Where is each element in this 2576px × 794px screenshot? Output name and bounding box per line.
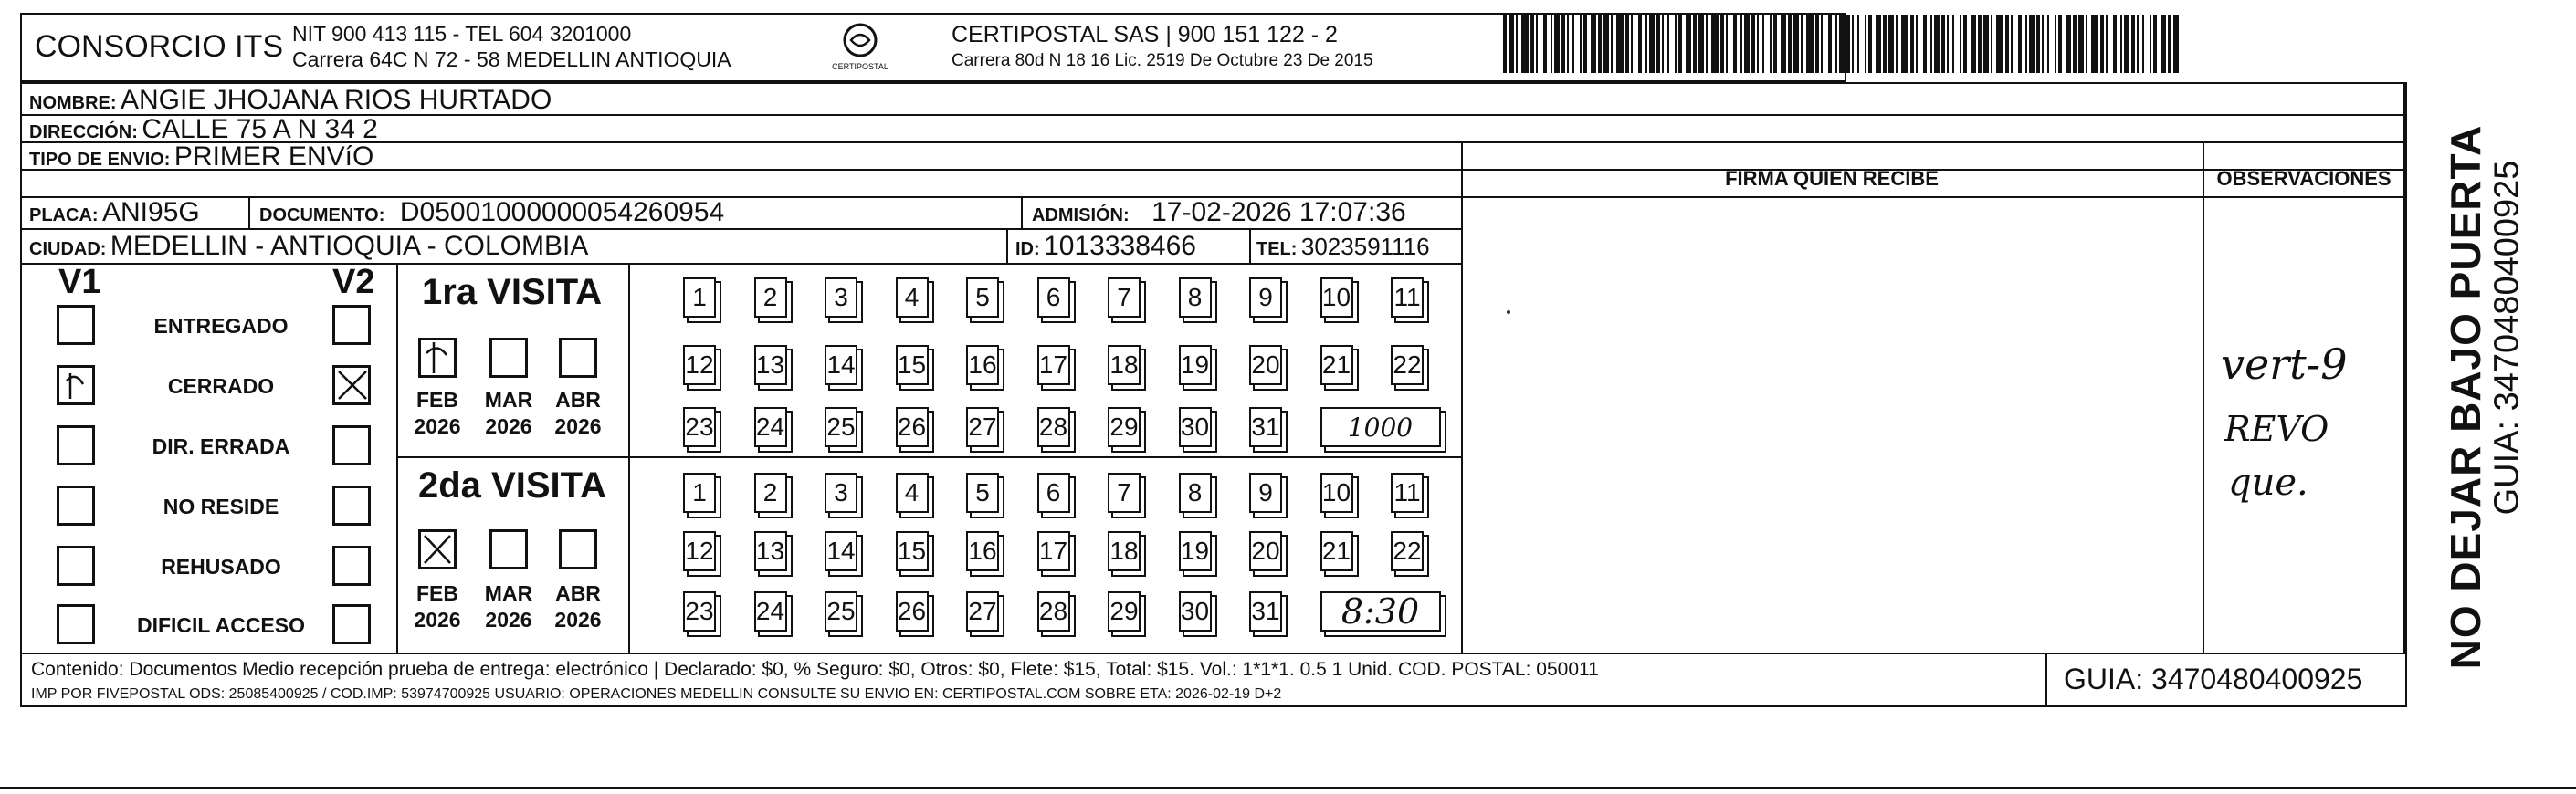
day-box[interactable]: 14 — [825, 531, 857, 571]
day-box[interactable]: 2 — [754, 473, 787, 513]
ciudad-row — [29, 231, 588, 262]
visit-divider — [396, 456, 1463, 458]
status-reason-label: REHUSADO — [161, 555, 281, 579]
id-row — [1015, 231, 1196, 262]
status-reason-label: CERRADO — [167, 374, 275, 398]
day-box[interactable]: 16 — [966, 531, 999, 571]
day-box[interactable]: 12 — [683, 531, 716, 571]
tel-value: 3023591116 — [1300, 233, 1430, 260]
time-box[interactable] — [1320, 407, 1441, 447]
tipo-row — [29, 141, 373, 172]
month-name: ABR — [555, 388, 601, 412]
day-box[interactable]: 24 — [754, 591, 787, 632]
row-line — [20, 653, 2407, 654]
ciudad-value: MEDELLIN - ANTIOQUIA - COLOMBIA — [110, 231, 589, 261]
v1-label: V1 — [58, 263, 101, 301]
status-reason-label: NO RESIDE — [163, 495, 279, 518]
visit2-title: 2da VISITA — [418, 465, 606, 506]
day-box[interactable]: 27 — [966, 591, 999, 632]
day-box[interactable]: 23 — [683, 591, 716, 632]
nombre-row — [29, 85, 552, 116]
footer-divider — [2045, 653, 2047, 707]
day-box[interactable]: 20 — [1249, 531, 1282, 571]
observation-note-1: vert-9 — [2221, 340, 2348, 389]
admision-value: 17-02-2026 17:07:36 — [1151, 197, 1406, 227]
day-box[interactable]: 19 — [1179, 531, 1212, 571]
visit1-title: 1ra VISITA — [422, 272, 603, 312]
courier-line1: CERTIPOSTAL SAS | 900 151 122 - 2 — [952, 22, 1338, 47]
day-box[interactable]: 26 — [896, 591, 929, 632]
v2-label: V2 — [332, 263, 375, 301]
month-label — [408, 580, 467, 633]
v2-checkbox[interactable] — [332, 546, 371, 586]
month-label — [479, 387, 538, 440]
day-box[interactable]: 3 — [825, 473, 857, 513]
month-name: ABR — [555, 581, 601, 605]
placa-label: PLACA: — [29, 205, 99, 225]
status-reason-label: ENTREGADO — [153, 314, 289, 338]
observaciones-header: OBSERVACIONES — [2216, 167, 2392, 190]
day-box[interactable]: 20 — [1249, 345, 1282, 385]
day-box[interactable]: 8 — [1179, 473, 1212, 513]
month-name: FEB — [416, 388, 458, 412]
day-box[interactable]: 30 — [1179, 591, 1212, 632]
day-box[interactable]: 21 — [1320, 531, 1353, 571]
day-box[interactable]: 27 — [966, 407, 999, 447]
tipo-value: PRIMER ENVíO — [173, 141, 374, 172]
month-label — [549, 387, 607, 440]
firma-left-divider — [1461, 141, 1463, 653]
day-box[interactable]: 22 — [1391, 531, 1424, 571]
month-checkbox[interactable] — [418, 529, 457, 569]
courier-line2: Carrera 80d N 18 16 Lic. 2519 De Octubre 23 De 2015 — [952, 51, 1373, 70]
month-checkbox[interactable] — [418, 338, 457, 378]
footer-guia: GUIA: 3470480400925 — [2064, 663, 2363, 695]
day-box[interactable]: 13 — [754, 345, 787, 385]
nombre-label: NOMBRE: — [29, 93, 117, 113]
admision-label: ADMISIÓN: — [1032, 205, 1130, 225]
day-box[interactable]: 11 — [1391, 277, 1424, 318]
certipostal-logo — [831, 20, 889, 73]
day-box[interactable]: 4 — [896, 473, 929, 513]
obs-left-divider — [2203, 141, 2204, 653]
day-box[interactable]: 14 — [825, 345, 857, 385]
month-checkbox[interactable] — [489, 529, 528, 569]
month-year: 2026 — [554, 608, 602, 632]
direccion-value: CALLE 75 A N 34 2 — [142, 114, 378, 144]
admision-row — [1032, 197, 1406, 228]
direccion-row — [29, 114, 378, 145]
sender-line2: Carrera 64C N 72 - 58 MEDELLIN ANTIOQUIA — [292, 47, 731, 71]
documento-label: DOCUMENTO: — [259, 205, 385, 225]
day-box[interactable]: 17 — [1037, 345, 1070, 385]
v2-checkbox[interactable] — [332, 365, 371, 405]
day-box[interactable]: 25 — [825, 591, 857, 632]
handwritten-time: 8:30 — [1341, 591, 1420, 632]
day-box[interactable]: 31 — [1249, 407, 1282, 447]
day-box[interactable]: 12 — [683, 345, 716, 385]
admision-divider — [1021, 196, 1023, 228]
day-box[interactable]: 26 — [896, 407, 929, 447]
day-box[interactable]: 2 — [754, 277, 787, 318]
day-box[interactable]: 7 — [1108, 277, 1141, 318]
side-title: NO DEJAR BAJO PUERTA — [2442, 124, 2489, 670]
v2-checkbox[interactable] — [332, 425, 371, 465]
month-year: 2026 — [414, 608, 461, 632]
month-year: 2026 — [485, 608, 532, 632]
day-box[interactable]: 5 — [966, 473, 999, 513]
day-box[interactable]: 1 — [683, 473, 716, 513]
day-box[interactable]: 8 — [1179, 277, 1212, 318]
day-box[interactable]: 25 — [825, 407, 857, 447]
month-year: 2026 — [414, 414, 461, 438]
month-year: 2026 — [554, 414, 602, 438]
time-box[interactable] — [1320, 591, 1441, 632]
day-box[interactable]: 10 — [1320, 473, 1353, 513]
tel-label: TEL: — [1256, 239, 1298, 259]
day-box[interactable]: 6 — [1037, 473, 1070, 513]
day-box[interactable]: 18 — [1108, 531, 1141, 571]
footer-line1: Contenido: Documentos Medio recepción prueba de entrega: electrónico | Declarado: $0, % Seguro: $0, Otros: $0, Flete: $15, Total: $15. Vol.: 1*1*1. 0.5 1 Unid. COD. POSTAL: 050011 — [31, 659, 1599, 680]
id-value: 1013338466 — [1044, 231, 1196, 261]
month-label — [549, 580, 607, 633]
day-box[interactable]: 9 — [1249, 473, 1282, 513]
v2-checkbox[interactable] — [332, 604, 371, 644]
day-box[interactable]: 7 — [1108, 473, 1141, 513]
day-box[interactable]: 3 — [825, 277, 857, 318]
signature-mark — [1507, 310, 1510, 314]
page-bottom-line — [0, 787, 2576, 789]
day-box[interactable]: 11 — [1391, 473, 1424, 513]
day-box[interactable]: 15 — [896, 531, 929, 571]
day-box[interactable]: 17 — [1037, 531, 1070, 571]
day-box[interactable]: 18 — [1108, 345, 1141, 385]
day-box[interactable]: 30 — [1179, 407, 1212, 447]
tipo-label: TIPO DE ENVIO: — [29, 150, 171, 170]
id-label: ID: — [1015, 239, 1040, 259]
v2-checkbox[interactable] — [332, 486, 371, 526]
status-reason-label: DIFICIL ACCESO — [136, 613, 305, 637]
month-label — [408, 387, 467, 440]
x-mark-icon — [335, 368, 368, 402]
day-box[interactable]: 28 — [1037, 407, 1070, 447]
row-line — [20, 228, 1463, 230]
documento-row — [259, 197, 724, 228]
day-box[interactable]: 1 — [683, 277, 716, 318]
sender-line1: NIT 900 413 115 - TEL 604 3201000 — [292, 22, 632, 46]
footer-line2: IMP POR FIVEPOSTAL ODS: 25085400925 / COD.IMP: 53974700925 USUARIO: OPERACIONES MEDELLIN CONSULTE SU ENVIO EN: CERTIPOSTAL.COM SOBRE ETA: 2026-02-19 D+2 — [31, 686, 1282, 702]
tel-divider — [1249, 228, 1251, 263]
day-box[interactable]: 15 — [896, 345, 929, 385]
check-mark-icon — [421, 340, 454, 375]
firma-header: FIRMA QUIEN RECIBE — [1725, 167, 1939, 190]
month-checkbox[interactable] — [559, 529, 597, 569]
tel-row — [1256, 233, 1430, 261]
day-box[interactable]: 22 — [1391, 345, 1424, 385]
placa-divider — [248, 196, 250, 228]
day-box[interactable]: 19 — [1179, 345, 1212, 385]
documento-value: D05001000000054260954 — [399, 197, 725, 227]
ciudad-label: CIUDAD: — [29, 239, 107, 259]
month-label — [479, 580, 538, 633]
handwritten-time: 1000 — [1347, 412, 1414, 443]
day-box[interactable]: 6 — [1037, 277, 1070, 318]
day-box[interactable]: 24 — [754, 407, 787, 447]
day-box[interactable]: 13 — [754, 531, 787, 571]
observation-note-2: REVO — [2224, 409, 2329, 449]
day-box[interactable]: 29 — [1108, 591, 1141, 632]
day-box[interactable]: 21 — [1320, 345, 1353, 385]
x-mark-icon — [421, 532, 454, 567]
day-box[interactable]: 23 — [683, 407, 716, 447]
placa-value: ANI95G — [102, 197, 200, 227]
day-box[interactable]: 29 — [1108, 407, 1141, 447]
sender-name: CONSORCIO ITS — [35, 29, 284, 64]
barcode — [1503, 15, 2179, 73]
id-divider — [1006, 228, 1008, 263]
row-line — [1463, 196, 2405, 198]
day-box[interactable]: 4 — [896, 277, 929, 318]
day-box[interactable]: 10 — [1320, 277, 1353, 318]
month-name: MAR — [484, 388, 533, 412]
nombre-value: ANGIE JHOJANA RIOS HURTADO — [121, 85, 552, 115]
v2-checkbox[interactable] — [332, 305, 371, 345]
day-box[interactable]: 16 — [966, 345, 999, 385]
month-name: MAR — [484, 581, 533, 605]
month-checkbox[interactable] — [489, 338, 528, 378]
placa-row — [29, 197, 200, 228]
direccion-label: DIRECCIÓN: — [29, 122, 138, 142]
observation-note-3: que. — [2228, 462, 2308, 504]
month-year: 2026 — [485, 414, 532, 438]
svg-text:CERTIPOSTAL: CERTIPOSTAL — [832, 62, 888, 71]
month-checkbox[interactable] — [559, 338, 597, 378]
status-reason-label: DIR. ERRADA — [152, 434, 290, 458]
day-box[interactable]: 31 — [1249, 591, 1282, 632]
day-box[interactable]: 9 — [1249, 277, 1282, 318]
day-box[interactable]: 5 — [966, 277, 999, 318]
side-guia: GUIA: 3470480400925 — [2487, 160, 2527, 516]
month-name: FEB — [416, 581, 458, 605]
day-box[interactable]: 28 — [1037, 591, 1070, 632]
row-line — [20, 263, 1463, 265]
